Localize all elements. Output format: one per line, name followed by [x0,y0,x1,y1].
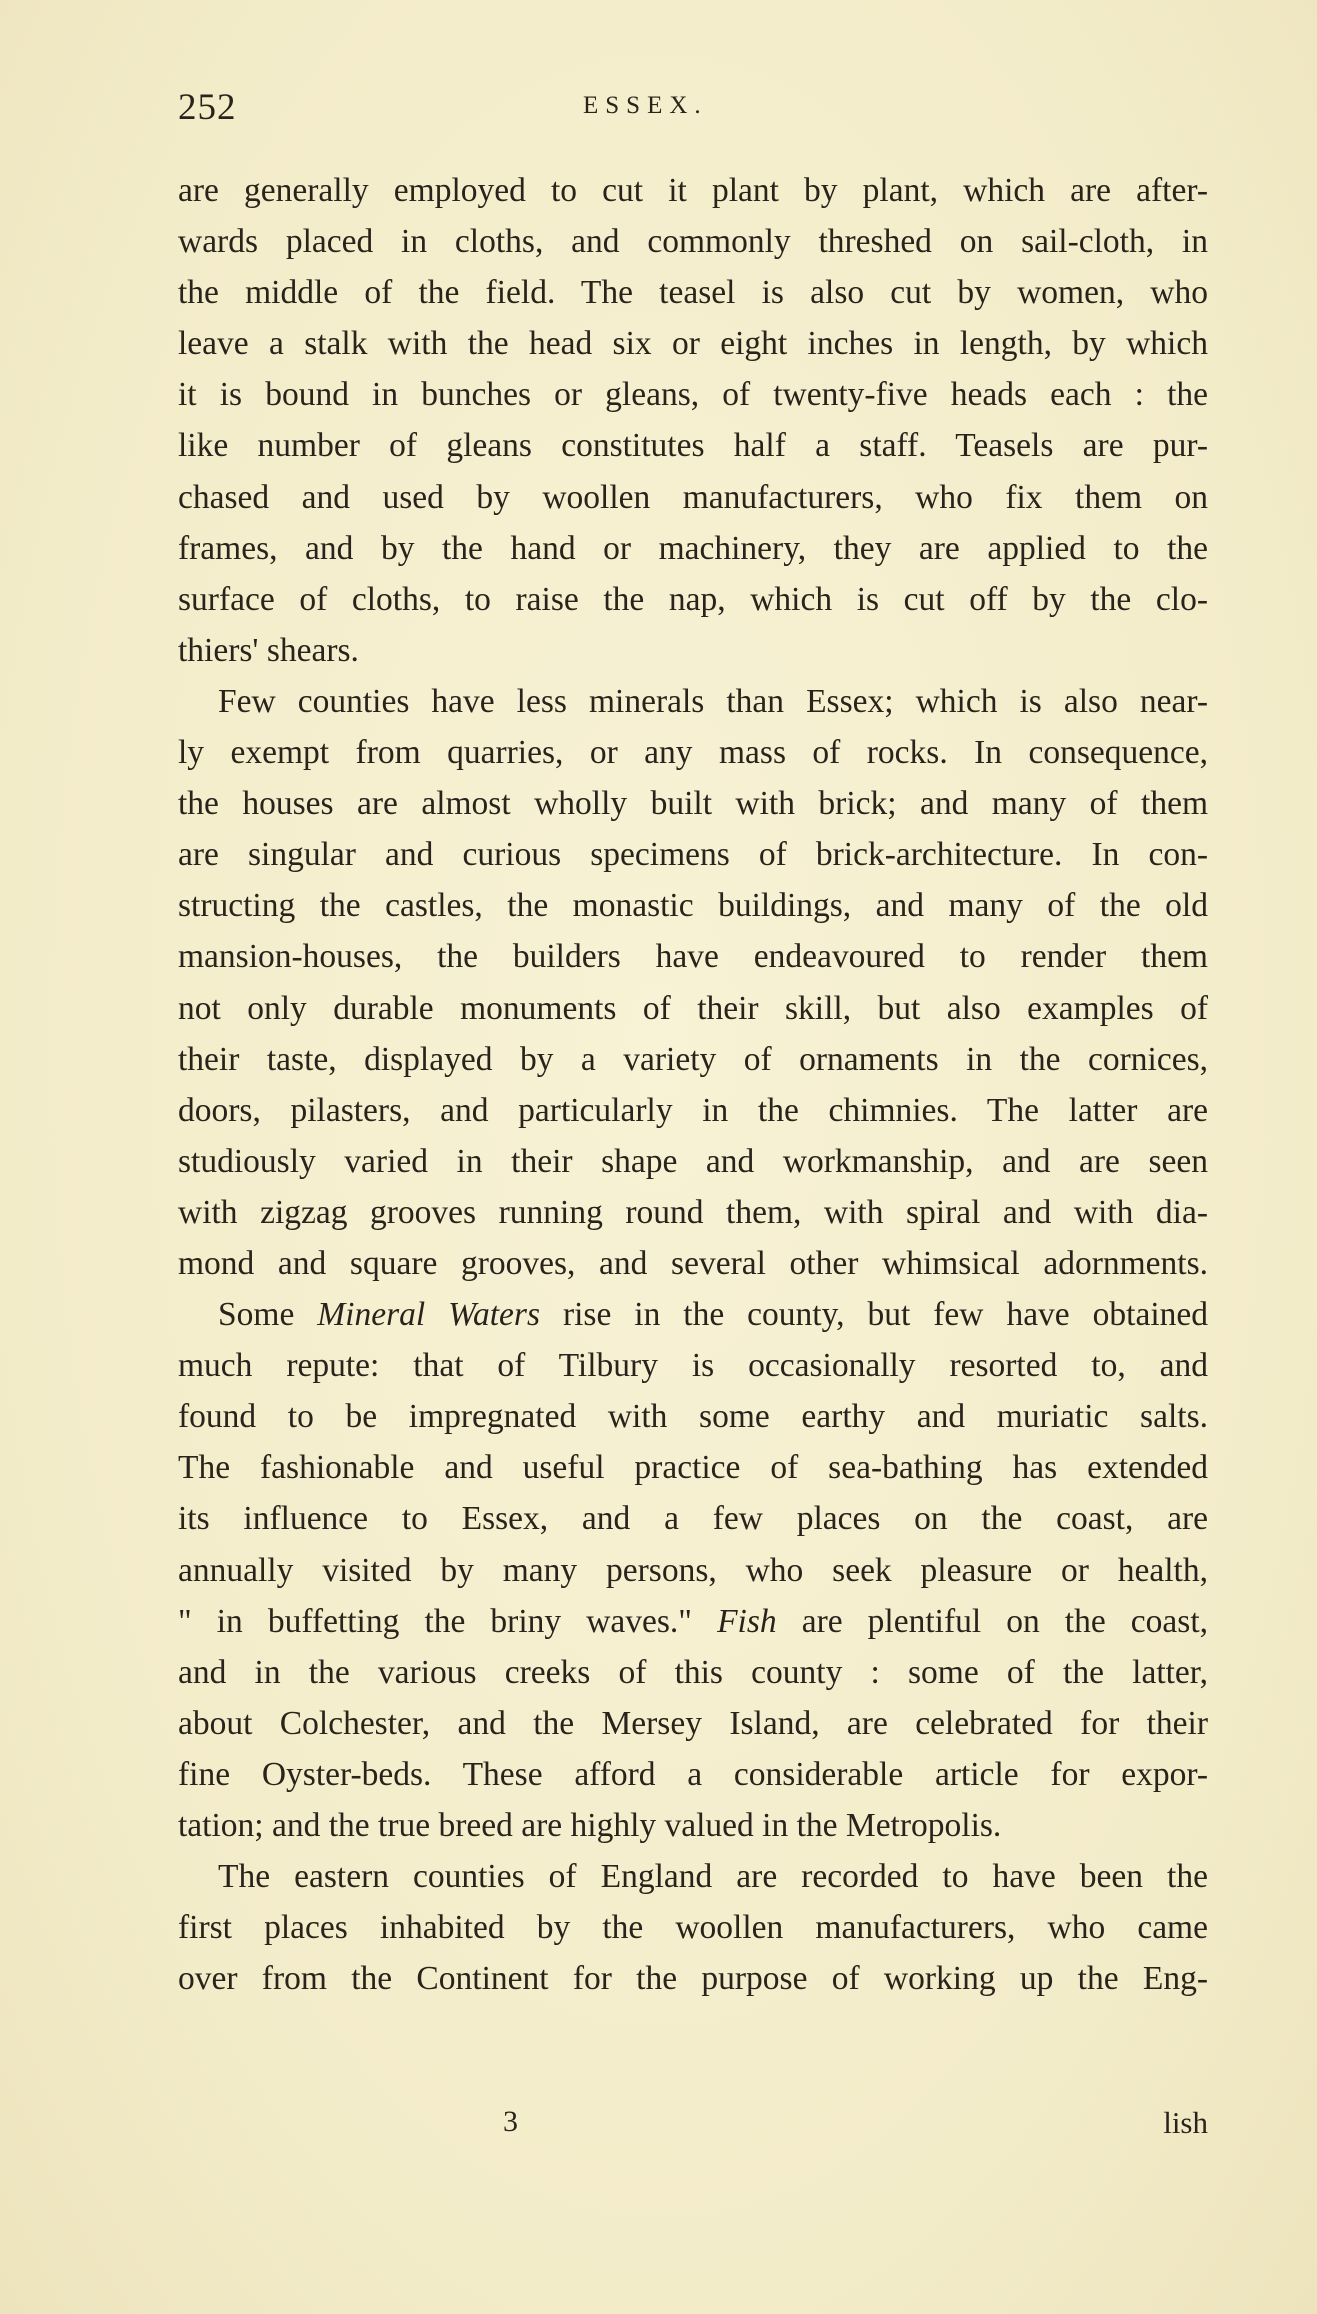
text-line: much repute: that of Tilbury is occasionally resorted to, and [178,1347,1208,1385]
text-line: the houses are almost wholly built with brick; and many of them [178,785,1208,823]
body-text [178,165,1208,2004]
text-line: annually visited by many persons, who seek pleasure or health, [178,1551,1208,1589]
paragraph-teasels [178,165,1208,676]
page-header [178,86,1208,136]
text-line: not only durable monuments of their skill, but also examples of [178,989,1208,1027]
text-line: about Colchester, and the Mersey Island, are celebrated for their [178,1704,1208,1742]
text-line: over from the Continent for the purpose of working up the Eng- [178,1960,1208,1998]
text-line: surface of cloths, to raise the nap, which is cut off by the clo- [178,580,1208,618]
text-line: mansion-houses, the builders have endeavoured to render them [178,938,1208,976]
text-line: frames, and by the hand or machinery, they are applied to the [178,529,1208,567]
signature-mark: 3 [503,2105,518,2138]
text-line: studiously varied in their shape and workmanship, and are seen [178,1142,1208,1180]
paragraph-woollen-manufacturers [178,1851,1208,2004]
text-line: The eastern counties of England are recorded to have been the [218,1858,1208,1896]
text-line: are generally employed to cut it plant by plant, which are after- [178,172,1208,209]
italic-phrase: Fish [717,1602,777,1640]
text-line: chased and used by woollen manufacturers, who fix them on [178,478,1208,516]
text-line: The fashionable and useful practice of sea-bathing has extended [178,1449,1208,1487]
text-line: ly exempt from quarries, or any mass of rocks. In consequence, [178,734,1208,772]
page-number: 252 [178,87,237,128]
text-line: Few counties have less minerals than Essex; which is also near- [218,682,1208,720]
text-line: structing the castles, the monastic buildings, and many of the old [178,887,1208,925]
text-line: like number of gleans constitutes half a staff. Teasels are pur- [178,427,1208,465]
text-line: Some Mineral Waters rise in the county, but few have obtained [218,1296,1208,1334]
text-line: and in the various creeks of this county : some of the latter, [178,1653,1208,1691]
running-head: ESSEX. [583,92,708,119]
text-line: its influence to Essex, and a few places on the coast, are [178,1500,1208,1538]
text-line: thiers' shears. [178,631,359,669]
text-line: wards placed in cloths, and commonly threshed on sail-cloth, in [178,223,1208,261]
text-line: it is bound in bunches or gleans, of twenty-five heads each : the [178,376,1208,414]
text-line: " in buffetting the briny waves." Fish are plentiful on the coast, [178,1602,1208,1640]
paragraph-minerals [178,676,1208,1289]
text-line: found to be impregnated with some earthy and muriatic salts. [178,1398,1208,1436]
text-line: first places inhabited by the woollen manufacturers, who came [178,1909,1208,1947]
text-line: leave a stalk with the head six or eight inches in length, by which [178,325,1208,363]
text-line: mond and square grooves, and several other whimsical adornments. [178,1244,1208,1282]
text-line: with zigzag grooves running round them, with spiral and with dia- [178,1193,1208,1231]
page-footer [178,2105,1208,2155]
catchword: lish [1163,2105,1208,2140]
text-line: are singular and curious specimens of brick-architecture. In con- [178,836,1208,874]
text-line: tation; and the true breed are highly valued in the Metropolis. [178,1807,1002,1844]
paragraph-mineral-waters [178,1289,1208,1851]
text-line: doors, pilasters, and particularly in the chimnies. The latter are [178,1091,1208,1129]
text-line: fine Oyster-beds. These afford a considerable article for expor- [178,1755,1208,1793]
text-line: the middle of the field. The teasel is also cut by women, who [178,274,1208,312]
italic-phrase: Mineral Waters [317,1296,540,1334]
text-line: their taste, displayed by a variety of ornaments in the cornices, [178,1040,1208,1078]
